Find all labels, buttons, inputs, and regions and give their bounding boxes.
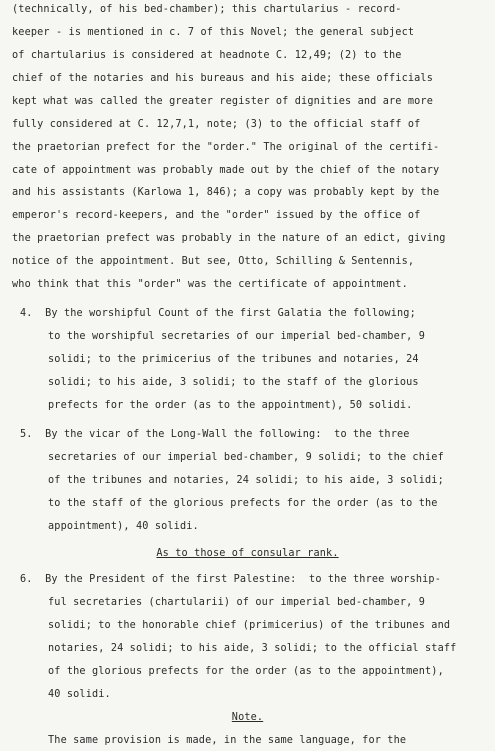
continuation-line: the praetorian prefect was probably in the nature of an edict, giving bbox=[12, 233, 446, 244]
continuation-line: the praetorian prefect for the "order." The original of the certifi- bbox=[12, 142, 440, 153]
item-5-line: to the staff of the glorious prefects for the order (as to the bbox=[48, 498, 438, 509]
item-6-line: notaries, 24 solidi; to his aide, 3 solidi; to the official staff bbox=[48, 643, 457, 654]
section-heading: As to those of consular rank. bbox=[156, 548, 339, 559]
continuation-line: of chartularius is considered at headnote C. 12,49; (2) to the bbox=[12, 50, 402, 61]
continuation-line: cate of appointment was probably made out by the chief of the notary bbox=[12, 165, 440, 176]
continuation-line: and his assistants (Karlowa 1, 846); a copy was probably kept by the bbox=[12, 187, 440, 198]
item-6-line: solidi; to the honorable chief (primicerius) of the tribunes and bbox=[48, 620, 451, 631]
note-line: The same provision is made, in the same language, for the bbox=[48, 735, 407, 746]
continuation-line: who think that this "order" was the certificate of appointment. bbox=[12, 279, 408, 290]
item-5-line: of the tribunes and notaries, 24 solidi; to his aide, 3 solidi; bbox=[48, 475, 444, 486]
item-4-line: to the worshipful secretaries of our imperial bed-chamber, 9 bbox=[48, 331, 426, 342]
continuation-line: fully considered at C. 12,7,1, note; (3) to the official staff of bbox=[12, 119, 421, 130]
note-heading: Note. bbox=[231, 712, 264, 723]
continuation-line: kept what was called the greater register of dignities and are more bbox=[12, 96, 433, 107]
item-4-line: solidi; to the primicerius of the tribunes and notaries, 24 bbox=[48, 354, 419, 365]
item-5-line: secretaries of our imperial bed-chamber, 9 solidi; to the chief bbox=[48, 452, 444, 463]
item-6-line: 6. By the President of the first Palestine: to the three worship- bbox=[20, 574, 441, 585]
item-4-line: solidi; to his aide, 3 solidi; to the staff of the glorious bbox=[48, 377, 419, 388]
continuation-line: keeper - is mentioned in c. 7 of this Novel; the general subject bbox=[12, 27, 415, 38]
item-5-line: 5. By the vicar of the Long-Wall the following: to the three bbox=[20, 429, 410, 440]
continuation-line: notice of the appointment. But see, Otto, Schilling & Sentennis, bbox=[12, 256, 415, 267]
continuation-line: emperor's record-keepers, and the "order" issued by the office of bbox=[12, 210, 421, 221]
item-4-line: 4. By the worshipful Count of the first Galatia the following; bbox=[20, 308, 416, 319]
continuation-line: chief of the notaries and his bureaus and his aide; these officials bbox=[12, 73, 433, 84]
item-6-line: ful secretaries (chartularii) of our imperial bed-chamber, 9 bbox=[48, 597, 426, 608]
item-5-line: appointment), 40 solidi. bbox=[48, 521, 199, 532]
continuation-line: (technically, of his bed-chamber); this chartularius - record- bbox=[12, 4, 402, 15]
item-4-line: prefects for the order (as to the appointment), 50 solidi. bbox=[48, 400, 413, 411]
item-6-line: of the glorious prefects for the order (as to the appointment), bbox=[48, 666, 444, 677]
item-6-line: 40 solidi. bbox=[48, 689, 111, 700]
